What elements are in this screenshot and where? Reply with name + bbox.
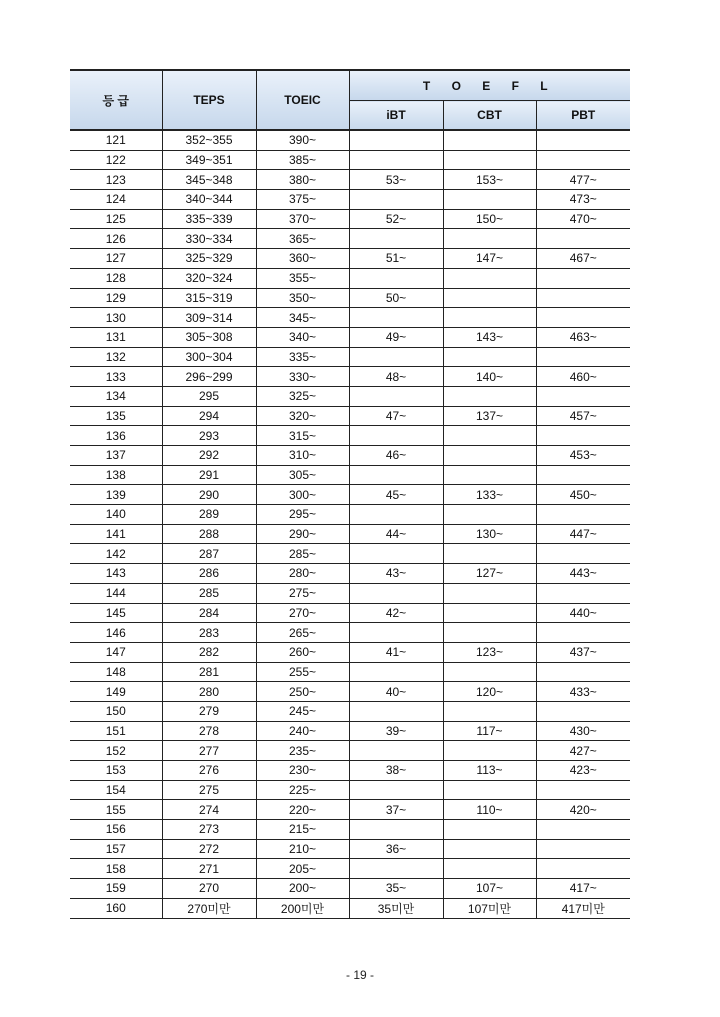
table-row [70, 130, 630, 150]
toeic-cell: 225~ [256, 780, 349, 800]
grade-cell: 128 [70, 268, 162, 288]
table-row [70, 367, 630, 387]
pbt-cell: 463~ [536, 327, 630, 347]
teps-cell: 352~355 [162, 130, 256, 150]
grade-cell: 147 [70, 642, 162, 662]
pbt-cell: 450~ [536, 485, 630, 505]
pbt-cell [536, 701, 630, 721]
ibt-cell [349, 426, 443, 446]
table-row [70, 524, 630, 544]
ibt-cell: 52~ [349, 209, 443, 229]
table-row [70, 761, 630, 781]
cbt-cell [443, 190, 536, 210]
table-row [70, 859, 630, 879]
ibt-cell [349, 544, 443, 564]
pbt-cell [536, 308, 630, 328]
cbt-cell: 120~ [443, 682, 536, 702]
ibt-cell: 50~ [349, 288, 443, 308]
cbt-cell: 130~ [443, 524, 536, 544]
toeic-cell: 275~ [256, 583, 349, 603]
grade-cell: 125 [70, 209, 162, 229]
grade-cell: 127 [70, 249, 162, 269]
toeic-cell: 380~ [256, 170, 349, 190]
pbt-cell [536, 229, 630, 249]
cbt-cell [443, 347, 536, 367]
table-row [70, 682, 630, 702]
teps-cell: 270 [162, 879, 256, 899]
toeic-cell: 220~ [256, 800, 349, 820]
pbt-cell [536, 347, 630, 367]
table-row [70, 249, 630, 269]
cbt-cell [443, 780, 536, 800]
grade-cell: 121 [70, 130, 162, 150]
pbt-cell: 453~ [536, 446, 630, 466]
ibt-cell [349, 229, 443, 249]
table-row [70, 564, 630, 584]
toeic-cell: 250~ [256, 682, 349, 702]
table-row [70, 209, 630, 229]
cbt-cell [443, 308, 536, 328]
ibt-cell [349, 780, 443, 800]
cbt-cell [443, 583, 536, 603]
pbt-cell: 423~ [536, 761, 630, 781]
pbt-cell: 440~ [536, 603, 630, 623]
toefl-group-header: T O E F L [349, 70, 630, 101]
cbt-cell: 107미만 [443, 898, 536, 918]
teps-cell: 276 [162, 761, 256, 781]
toeic-cell: 205~ [256, 859, 349, 879]
pbt-cell: 417~ [536, 879, 630, 899]
cbt-cell: 113~ [443, 761, 536, 781]
toeic-cell: 345~ [256, 308, 349, 328]
pbt-cell [536, 505, 630, 525]
cbt-cell [443, 701, 536, 721]
grade-cell: 152 [70, 741, 162, 761]
table-row [70, 800, 630, 820]
table-row [70, 603, 630, 623]
toeic-cell: 340~ [256, 327, 349, 347]
score-conversion-table [70, 69, 630, 919]
toeic-cell: 200~ [256, 879, 349, 899]
pbt-cell [536, 386, 630, 406]
table-row [70, 347, 630, 367]
pbt-cell: 477~ [536, 170, 630, 190]
teps-cell: 290 [162, 485, 256, 505]
teps-cell: 305~308 [162, 327, 256, 347]
teps-cell: 278 [162, 721, 256, 741]
cbt-cell: 133~ [443, 485, 536, 505]
cbt-cell [443, 741, 536, 761]
ibt-cell: 39~ [349, 721, 443, 741]
pbt-cell: 447~ [536, 524, 630, 544]
table-row [70, 544, 630, 564]
teps-cell: 289 [162, 505, 256, 525]
table-row [70, 465, 630, 485]
cbt-cell [443, 386, 536, 406]
grade-cell: 131 [70, 327, 162, 347]
table-row [70, 406, 630, 426]
cbt-cell: 143~ [443, 327, 536, 347]
cbt-cell: 107~ [443, 879, 536, 899]
pbt-cell: 460~ [536, 367, 630, 387]
teps-cell: 288 [162, 524, 256, 544]
grade-cell: 141 [70, 524, 162, 544]
teps-cell: 271 [162, 859, 256, 879]
grade-cell: 137 [70, 446, 162, 466]
table-row [70, 386, 630, 406]
ibt-cell: 40~ [349, 682, 443, 702]
toeic-cell: 280~ [256, 564, 349, 584]
ibt-cell [349, 820, 443, 840]
toeic-cell: 390~ [256, 130, 349, 150]
ibt-cell [349, 347, 443, 367]
ibt-cell [349, 859, 443, 879]
pbt-cell [536, 859, 630, 879]
table-row [70, 327, 630, 347]
teps-cell: 295 [162, 386, 256, 406]
teps-cell: 277 [162, 741, 256, 761]
toeic-cell: 210~ [256, 839, 349, 859]
toeic-cell: 370~ [256, 209, 349, 229]
pbt-cell: 420~ [536, 800, 630, 820]
grade-cell: 135 [70, 406, 162, 426]
cbt-cell [443, 662, 536, 682]
pbt-cell: 433~ [536, 682, 630, 702]
table-row [70, 446, 630, 466]
teps-cell: 349~351 [162, 150, 256, 170]
grade-cell: 130 [70, 308, 162, 328]
pbt-cell: 443~ [536, 564, 630, 584]
toeic-cell: 315~ [256, 426, 349, 446]
toeic-cell: 325~ [256, 386, 349, 406]
toeic-cell: 350~ [256, 288, 349, 308]
table-row [70, 583, 630, 603]
cbt-cell: 137~ [443, 406, 536, 426]
teps-cell: 279 [162, 701, 256, 721]
teps-cell: 281 [162, 662, 256, 682]
pbt-cell [536, 839, 630, 859]
table-row [70, 721, 630, 741]
table-row [70, 741, 630, 761]
grade-cell: 129 [70, 288, 162, 308]
grade-cell: 143 [70, 564, 162, 584]
toeic-cell: 360~ [256, 249, 349, 269]
pbt-cell: 430~ [536, 721, 630, 741]
cbt-cell [443, 465, 536, 485]
page-number: - 19 - [345, 968, 374, 982]
table-row [70, 150, 630, 170]
cbt-cell [443, 603, 536, 623]
teps-cell: 309~314 [162, 308, 256, 328]
pbt-cell: 437~ [536, 642, 630, 662]
pbt-cell [536, 130, 630, 150]
cbt-cell [443, 544, 536, 564]
cbt-cell: 117~ [443, 721, 536, 741]
cbt-cell [443, 268, 536, 288]
pbt-cell [536, 623, 630, 643]
cbt-header: CBT [443, 101, 536, 131]
toeic-cell: 290~ [256, 524, 349, 544]
toeic-cell: 230~ [256, 761, 349, 781]
toeic-cell: 245~ [256, 701, 349, 721]
toeic-header: TOEIC [256, 70, 349, 130]
teps-cell: 294 [162, 406, 256, 426]
ibt-cell [349, 268, 443, 288]
teps-cell: 285 [162, 583, 256, 603]
grade-cell: 123 [70, 170, 162, 190]
cbt-cell [443, 505, 536, 525]
toeic-cell: 285~ [256, 544, 349, 564]
teps-header: TEPS [162, 70, 256, 130]
toeic-cell: 235~ [256, 741, 349, 761]
cbt-cell: 110~ [443, 800, 536, 820]
table-row [70, 898, 630, 918]
ibt-cell [349, 308, 443, 328]
cbt-cell [443, 623, 536, 643]
cbt-cell [443, 820, 536, 840]
cbt-cell: 123~ [443, 642, 536, 662]
ibt-cell: 42~ [349, 603, 443, 623]
ibt-cell: 38~ [349, 761, 443, 781]
cbt-cell: 140~ [443, 367, 536, 387]
grade-cell: 126 [70, 229, 162, 249]
table-row [70, 623, 630, 643]
grade-cell: 159 [70, 879, 162, 899]
table-row [70, 780, 630, 800]
teps-cell: 286 [162, 564, 256, 584]
grade-cell: 133 [70, 367, 162, 387]
ibt-cell: 35미만 [349, 898, 443, 918]
grade-cell: 132 [70, 347, 162, 367]
table-row [70, 642, 630, 662]
teps-cell: 270미만 [162, 898, 256, 918]
toeic-cell: 260~ [256, 642, 349, 662]
cbt-cell: 150~ [443, 209, 536, 229]
cbt-cell [443, 229, 536, 249]
grade-cell: 134 [70, 386, 162, 406]
pbt-cell [536, 780, 630, 800]
pbt-cell [536, 288, 630, 308]
toeic-cell: 295~ [256, 505, 349, 525]
pbt-cell [536, 583, 630, 603]
grade-cell: 153 [70, 761, 162, 781]
table-row [70, 426, 630, 446]
teps-cell: 293 [162, 426, 256, 446]
ibt-cell: 44~ [349, 524, 443, 544]
teps-cell: 291 [162, 465, 256, 485]
pbt-cell [536, 662, 630, 682]
teps-cell: 335~339 [162, 209, 256, 229]
grade-cell: 122 [70, 150, 162, 170]
table-row [70, 170, 630, 190]
cbt-cell [443, 859, 536, 879]
ibt-cell [349, 741, 443, 761]
table-row [70, 820, 630, 840]
toeic-cell: 365~ [256, 229, 349, 249]
ibt-cell [349, 583, 443, 603]
table-row [70, 839, 630, 859]
pbt-cell: 457~ [536, 406, 630, 426]
teps-cell: 315~319 [162, 288, 256, 308]
ibt-cell: 36~ [349, 839, 443, 859]
toeic-cell: 300~ [256, 485, 349, 505]
toeic-cell: 305~ [256, 465, 349, 485]
ibt-cell: 48~ [349, 367, 443, 387]
cbt-cell [443, 446, 536, 466]
grade-cell: 142 [70, 544, 162, 564]
cbt-cell [443, 426, 536, 446]
pbt-cell: 427~ [536, 741, 630, 761]
cbt-cell: 127~ [443, 564, 536, 584]
pbt-cell: 470~ [536, 209, 630, 229]
toeic-cell: 255~ [256, 662, 349, 682]
toeic-cell: 335~ [256, 347, 349, 367]
toeic-cell: 200미만 [256, 898, 349, 918]
grade-header: 등 급 [70, 70, 162, 130]
toeic-cell: 385~ [256, 150, 349, 170]
teps-cell: 296~299 [162, 367, 256, 387]
ibt-cell [349, 701, 443, 721]
grade-cell: 155 [70, 800, 162, 820]
toeic-cell: 310~ [256, 446, 349, 466]
grade-cell: 158 [70, 859, 162, 879]
toeic-cell: 320~ [256, 406, 349, 426]
grade-cell: 149 [70, 682, 162, 702]
teps-cell: 340~344 [162, 190, 256, 210]
toeic-cell: 355~ [256, 268, 349, 288]
pbt-cell [536, 465, 630, 485]
teps-cell: 292 [162, 446, 256, 466]
cbt-cell [443, 130, 536, 150]
pbt-cell [536, 268, 630, 288]
table-row [70, 190, 630, 210]
teps-cell: 283 [162, 623, 256, 643]
cbt-cell [443, 839, 536, 859]
ibt-cell: 47~ [349, 406, 443, 426]
table-row [70, 229, 630, 249]
ibt-cell: 41~ [349, 642, 443, 662]
grade-cell: 138 [70, 465, 162, 485]
teps-cell: 345~348 [162, 170, 256, 190]
teps-cell: 272 [162, 839, 256, 859]
table-row [70, 288, 630, 308]
grade-cell: 136 [70, 426, 162, 446]
teps-cell: 275 [162, 780, 256, 800]
table-row [70, 485, 630, 505]
ibt-cell: 49~ [349, 327, 443, 347]
grade-cell: 150 [70, 701, 162, 721]
grade-cell: 157 [70, 839, 162, 859]
ibt-cell [349, 505, 443, 525]
teps-cell: 280 [162, 682, 256, 702]
grade-cell: 145 [70, 603, 162, 623]
table-row [70, 505, 630, 525]
ibt-cell: 35~ [349, 879, 443, 899]
grade-cell: 124 [70, 190, 162, 210]
ibt-cell [349, 150, 443, 170]
toeic-cell: 265~ [256, 623, 349, 643]
ibt-cell [349, 662, 443, 682]
grade-cell: 144 [70, 583, 162, 603]
grade-cell: 160 [70, 898, 162, 918]
ibt-cell: 53~ [349, 170, 443, 190]
teps-cell: 284 [162, 603, 256, 623]
table-row [70, 662, 630, 682]
grade-cell: 156 [70, 820, 162, 840]
ibt-cell: 43~ [349, 564, 443, 584]
teps-cell: 273 [162, 820, 256, 840]
cbt-cell: 147~ [443, 249, 536, 269]
ibt-cell [349, 623, 443, 643]
table-row [70, 308, 630, 328]
teps-cell: 320~324 [162, 268, 256, 288]
grade-cell: 146 [70, 623, 162, 643]
ibt-cell: 51~ [349, 249, 443, 269]
cbt-cell: 153~ [443, 170, 536, 190]
cbt-cell [443, 150, 536, 170]
teps-cell: 330~334 [162, 229, 256, 249]
ibt-cell [349, 130, 443, 150]
ibt-cell: 45~ [349, 485, 443, 505]
table-row [70, 879, 630, 899]
grade-cell: 148 [70, 662, 162, 682]
toeic-cell: 375~ [256, 190, 349, 210]
grade-cell: 151 [70, 721, 162, 741]
ibt-cell: 37~ [349, 800, 443, 820]
table-row [70, 268, 630, 288]
cbt-cell [443, 288, 536, 308]
pbt-cell [536, 426, 630, 446]
pbt-cell [536, 150, 630, 170]
pbt-cell: 417미만 [536, 898, 630, 918]
toeic-cell: 215~ [256, 820, 349, 840]
grade-cell: 140 [70, 505, 162, 525]
toeic-cell: 240~ [256, 721, 349, 741]
teps-cell: 282 [162, 642, 256, 662]
teps-cell: 300~304 [162, 347, 256, 367]
grade-cell: 139 [70, 485, 162, 505]
ibt-cell [349, 190, 443, 210]
ibt-header: iBT [349, 101, 443, 131]
toeic-cell: 270~ [256, 603, 349, 623]
pbt-header: PBT [536, 101, 630, 131]
grade-cell: 154 [70, 780, 162, 800]
pbt-cell [536, 544, 630, 564]
ibt-cell: 46~ [349, 446, 443, 466]
teps-cell: 325~329 [162, 249, 256, 269]
toeic-cell: 330~ [256, 367, 349, 387]
teps-cell: 274 [162, 800, 256, 820]
pbt-cell: 467~ [536, 249, 630, 269]
table-body [70, 130, 630, 918]
pbt-cell: 473~ [536, 190, 630, 210]
ibt-cell [349, 465, 443, 485]
teps-cell: 287 [162, 544, 256, 564]
table-row [70, 701, 630, 721]
ibt-cell [349, 386, 443, 406]
pbt-cell [536, 820, 630, 840]
